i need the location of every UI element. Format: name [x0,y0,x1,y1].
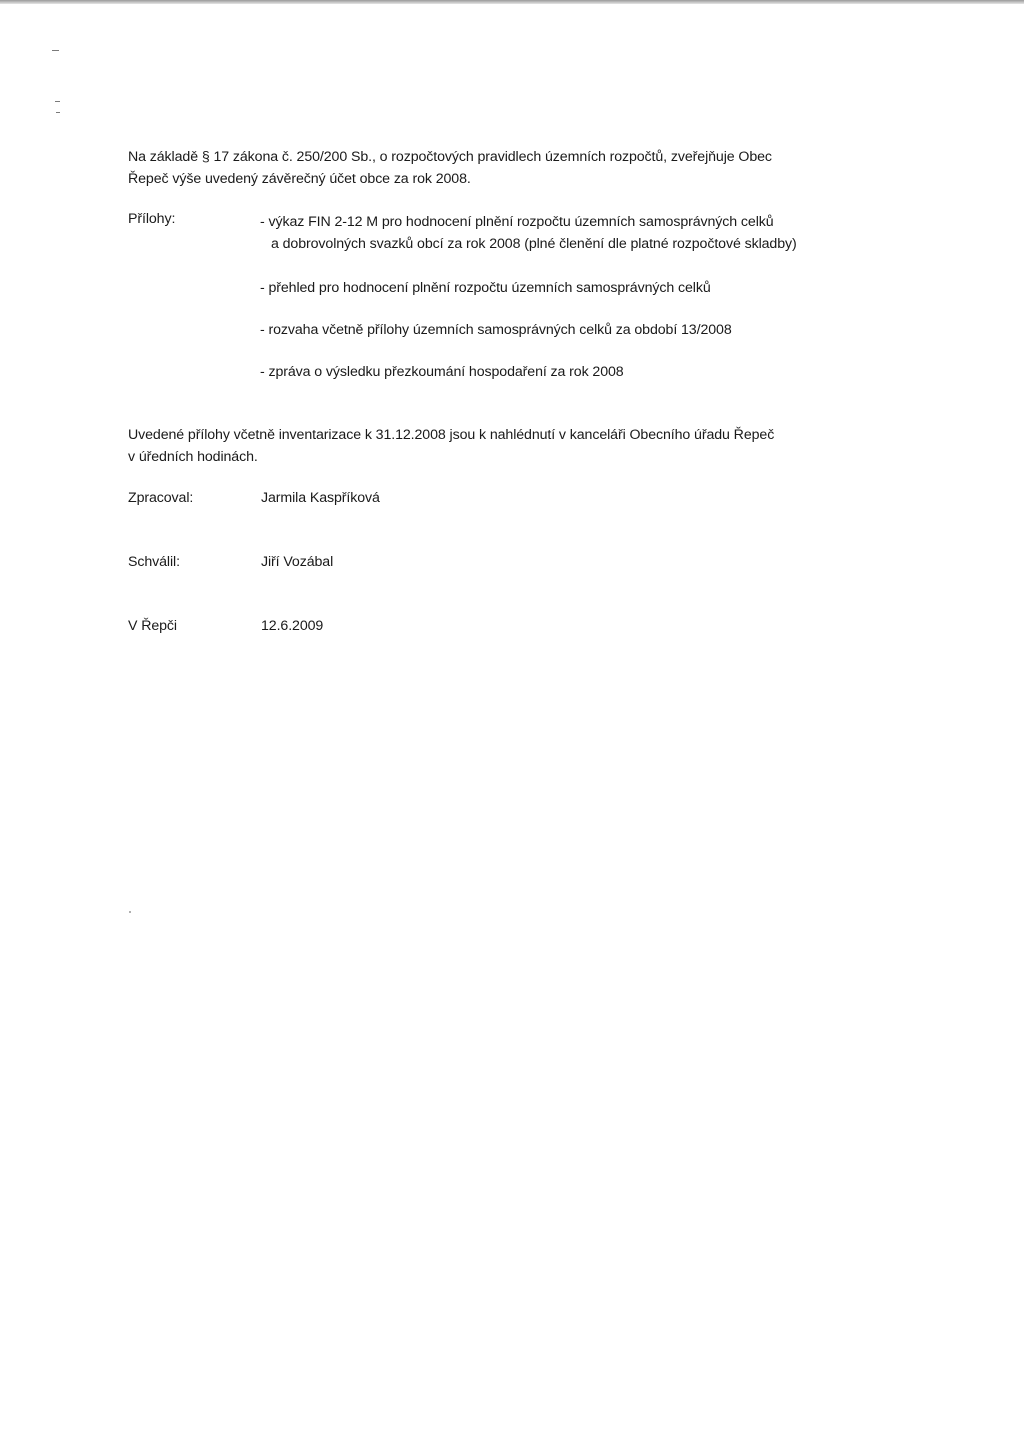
attachment-text: - zpráva o výsledku přezkoumání hospodaření za rok 2008 [260,364,624,380]
attachment-text: - přehled pro hodnocení plnění rozpočtu územních samosprávných celků [260,280,711,296]
place-label: V Řepči [128,618,177,634]
scan-speck [129,911,131,913]
scan-speck [52,50,59,51]
attachment-text: - výkaz FIN 2-12 M pro hodnocení plnění rozpočtu územních samosprávných celků [260,214,774,230]
attachment-item [260,361,940,383]
scan-speck [56,112,60,113]
inventory-line-1: Uvedené přílohy včetně inventarizace k 31.12.2008 jsou k nahlédnutí v kanceláři Obecního úřadu Řepeč [128,427,775,443]
inventory-line-2: v úředních hodinách. [128,449,258,465]
approved-by-label: Schválil: [128,554,180,570]
prepared-by-label: Zpracoval: [128,490,194,506]
document-body [128,146,948,634]
intro-paragraph [128,146,948,190]
prepared-by-name: Jarmila Kaspříková [261,490,380,506]
approved-by-name: Jiří Vozábal [261,554,334,570]
inventory-paragraph [128,424,948,468]
scan-top-edge [0,0,1024,4]
attachment-text: - rozvaha včetně přílohy územních samosprávných celků za období 13/2008 [260,322,732,338]
intro-line-1: Na základě § 17 zákona č. 250/200 Sb., o rozpočtových pravidlech územních rozpočtů, zveřejňuje Obec [128,149,772,165]
attachment-item [260,211,940,255]
attachment-item [260,319,940,341]
attachments-label: Přílohy: [128,211,176,227]
attachment-text-continued: a dobrovolných svazků obcí za rok 2008 (plné členění dle platné rozpočtové skladby) [271,236,797,252]
intro-line-2: Řepeč výše uvedený závěrečný účet obce za rok 2008. [128,171,471,187]
attachment-item [260,277,940,299]
document-date: 12.6.2009 [261,618,324,634]
scan-speck [55,101,60,102]
